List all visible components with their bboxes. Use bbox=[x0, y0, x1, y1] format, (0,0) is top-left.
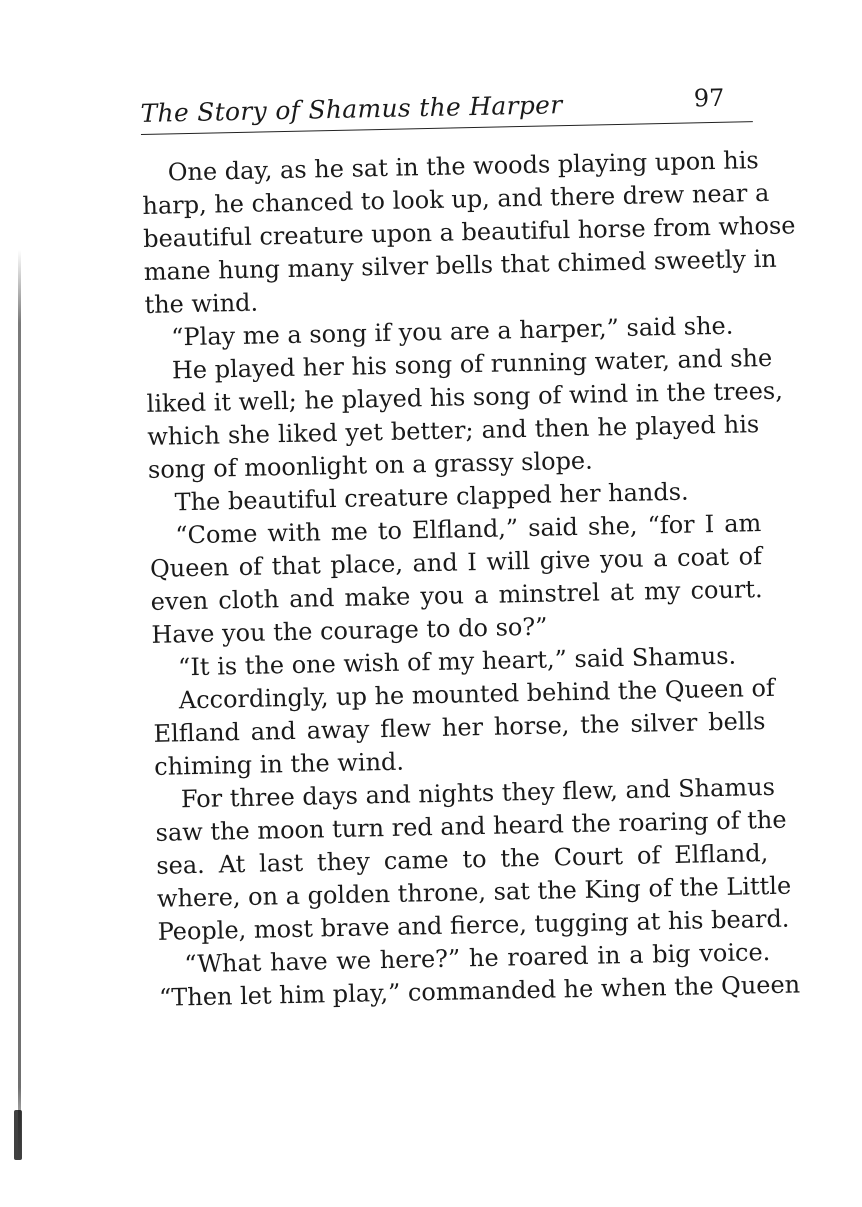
text-line: For three days and nights they flew, and Shamus bbox=[180, 772, 776, 814]
text-line: the wind. bbox=[144, 288, 259, 319]
text-line: liked it well; he played his song of wind in the trees, bbox=[146, 376, 784, 418]
text-line: One day, as he sat in the woods playing upon his bbox=[167, 146, 759, 187]
text-line: saw the moon turn red and heard the roaring of the bbox=[155, 805, 787, 847]
page-number: 97 bbox=[693, 83, 725, 113]
text-line: beautiful creature upon a beautiful horse from whose bbox=[142, 211, 796, 253]
text-line: Accordingly, up he mounted behind the Queen of bbox=[178, 673, 776, 715]
text-line: song of moonlight on a grassy slope. bbox=[147, 446, 594, 484]
text-line: mane hung many silver bells that chimed sweetly in bbox=[143, 244, 777, 286]
page-header bbox=[140, 75, 753, 135]
text-line: even cloth and make you a minstrel at my court. bbox=[150, 575, 763, 616]
text-line: Elfland and away flew her horse, the silver bells bbox=[153, 707, 766, 748]
text-line: which she liked yet better; and then he played his bbox=[147, 410, 760, 451]
text-line: “What have we here?” he roared in a big voice. bbox=[184, 937, 771, 979]
book-page bbox=[140, 75, 801, 1015]
running-title: The Story of Shamus the Harper bbox=[140, 90, 563, 128]
body-text bbox=[141, 144, 801, 1015]
text-line: where, on a golden throne, sat the King of the Little bbox=[156, 871, 792, 913]
text-line: He played her his song of running water, and she bbox=[171, 343, 773, 385]
text-line: “Then let him play,” commanded he when the Queen bbox=[158, 970, 801, 1012]
text-line: Queen of that place, and I will give you a coat of bbox=[149, 542, 763, 583]
text-line: “Play me a song if you are a harper,” said she. bbox=[170, 311, 734, 352]
text-line: People, most brave and fierce, tugging at his beard. bbox=[157, 904, 790, 946]
text-line: “Come with me to Elfland,” said she, “for I am bbox=[175, 509, 762, 550]
text-line: “It is the one wish of my heart,” said Shamus. bbox=[177, 641, 737, 682]
scan-binding-mark bbox=[14, 1110, 22, 1160]
text-line: Have you the courage to do so?” bbox=[151, 612, 548, 649]
text-line: chiming in the wind. bbox=[153, 747, 405, 781]
text-line: harp, he chanced to look up, and there drew near a bbox=[142, 178, 770, 220]
text-line: The beautiful creature clapped her hands. bbox=[174, 477, 689, 517]
scan-binding-edge bbox=[18, 250, 21, 1160]
text-line: sea. At last they came to the Court of Elfland, bbox=[156, 839, 769, 880]
